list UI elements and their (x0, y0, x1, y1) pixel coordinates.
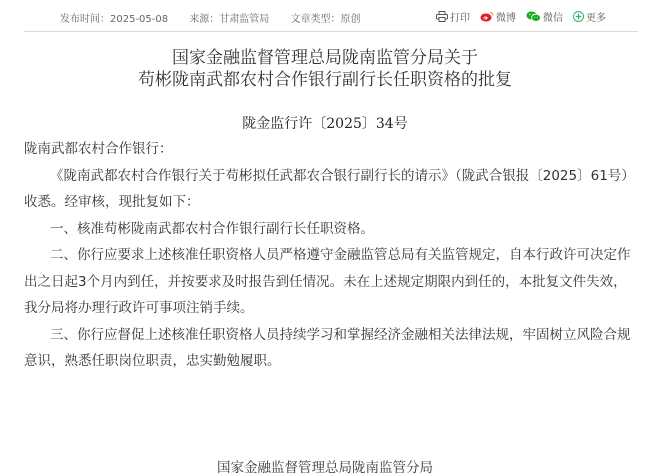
paragraph-request: 《陇南武都农村合作银行关于苟彬拟任武都农合银行副行长的请示》（陇武合银报〔2025〕61号）收悉。经审核，现批复如下： (24, 167, 635, 210)
more-label: 更多 (586, 13, 606, 24)
salutation: 陇南武都农村合作银行： (24, 141, 173, 157)
document-body (24, 136, 640, 375)
article-meta-bar (24, 0, 638, 32)
share-toolbar (426, 9, 606, 24)
paragraph-item-1: 一、核准苟彬陇南武都农村合作银行副行长任职资格。 (50, 220, 374, 237)
publish-date (60, 14, 168, 25)
issuer-signature: 国家金融监督管理总局陇南监管分局 (217, 460, 433, 476)
document-title-line-1: 国家金融监督管理总局陇南监管分局关于 (172, 48, 478, 68)
article-source (189, 14, 269, 25)
article-type (291, 14, 361, 25)
wechat-label: 微信 (543, 13, 563, 24)
more-share-button[interactable] (573, 9, 606, 24)
type-label: 文章类型： (290, 14, 341, 25)
paragraph-item-2: 二、你行应要求上述核准任职资格人员严格遵守金融监管总局有关监管规定，自本行政许可决定作出之日起3个月内到任，并按要求及时报告到任情况。未在上述规定期限内到任的，本批复文件失效，我分局将办理行政许可事项注销手续。 (24, 247, 631, 316)
weibo-icon (480, 11, 494, 22)
weibo-label: 微博 (496, 13, 516, 24)
printer-icon (436, 11, 448, 22)
source-label: 来源： (189, 14, 220, 25)
publish-date-label: 发布时间： (60, 14, 110, 25)
print-button[interactable] (436, 9, 470, 24)
publish-date-value: 2025-05-08 (110, 14, 169, 25)
wechat-share-button[interactable] (526, 9, 563, 24)
document-title-line-2: 苟彬陇南武都农村合作银行副行长任职资格的批复 (138, 70, 512, 90)
article-meta (60, 10, 379, 25)
document-number: 陇金监行许〔2025〕34号 (242, 116, 408, 132)
wechat-icon (526, 11, 541, 22)
plus-circle-icon (573, 11, 584, 22)
type-value: 原创 (340, 14, 361, 25)
weibo-share-button[interactable] (480, 9, 516, 24)
print-label: 打印 (450, 13, 470, 24)
source-value: 甘肃监管局 (219, 14, 270, 25)
paragraph-item-3: 三、你行应督促上述核准任职资格人员持续学习和掌握经济金融相关法律法规，牢固树立风险合规意识，熟悉任职岗位职责，忠实勤勉履职。 (24, 326, 631, 369)
